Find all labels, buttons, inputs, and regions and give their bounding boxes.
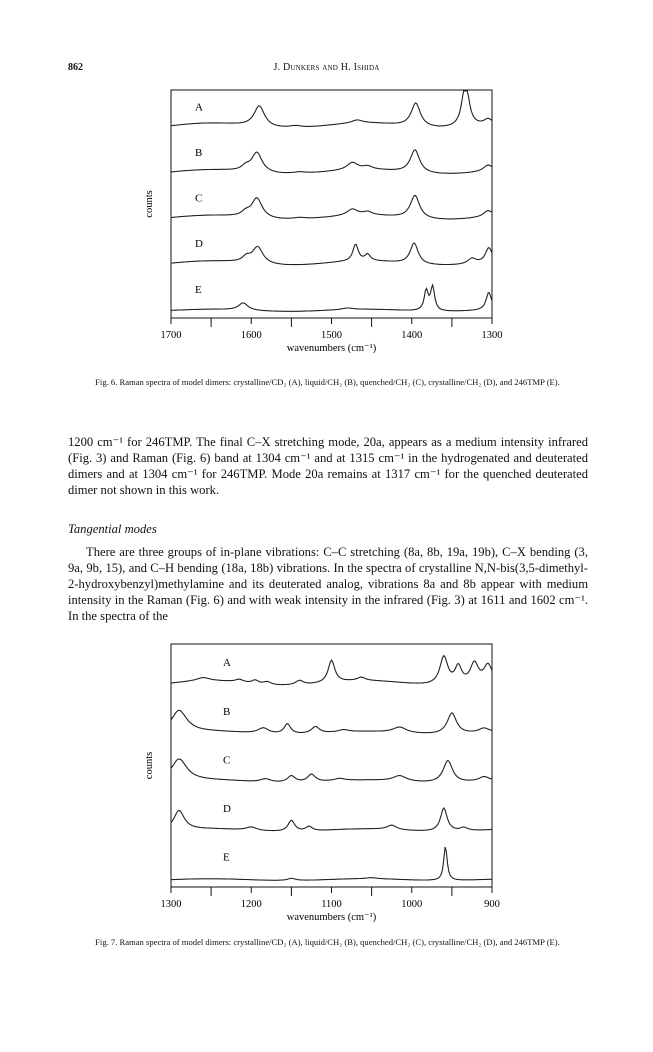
trace-label-C: C <box>223 754 231 767</box>
x-tick-label: 1400 <box>401 330 423 341</box>
trace-label-D: D <box>223 802 231 815</box>
spectrum-trace-E <box>171 847 492 880</box>
spectrum-trace-C <box>171 196 492 219</box>
trace-label-B: B <box>195 147 203 160</box>
x-tick-label: 1200 <box>240 899 262 910</box>
body-paragraph-2 <box>68 544 588 624</box>
x-axis-label: wavenumbers (cm⁻¹) <box>286 343 377 354</box>
x-tick-label: 1600 <box>240 330 262 341</box>
x-tick-label: 1700 <box>160 330 182 341</box>
running-title: J. Dunkers and H. Ishida <box>273 62 380 73</box>
x-tick-label: 900 <box>484 899 500 910</box>
figure-6-chart <box>0 0 653 360</box>
paragraph-1-text: 1200 cm⁻¹ for 246TMP. The final C–X stretching mode, 20a, appears as a medium intensity infrared (Fig. 3) and Raman (Fig. 6) band at 1304 cm⁻¹ and at 1315 cm⁻¹ in the hydrogenated and deuterated dimers and at 1304 cm⁻¹ for 246TMP. Mode 20a remains at 1317 cm⁻¹ for the quenched deuterated dimer not shown in this work. <box>68 435 588 497</box>
trace-label-B: B <box>223 705 231 718</box>
y-axis-label: counts <box>144 751 155 780</box>
trace-label-E: E <box>195 283 202 296</box>
trace-label-D: D <box>195 238 203 251</box>
spectrum-trace-B <box>171 150 492 173</box>
spectrum-trace-A <box>171 656 492 685</box>
x-tick-label: 1300 <box>481 330 503 341</box>
x-tick-label: 1300 <box>160 899 182 910</box>
spectrum-trace-C <box>171 759 492 781</box>
paragraph-2-text: There are three groups of in-plane vibrations: C–C stretching (8a, 8b, 19a, 19b), C–X bending (3, 9a, 9b, 15), and C–H bending (18a, 18b) vibrations. In the spectra of crystalline N,N-bis(3,5-dimethyl-2-hydroxybenzyl)methylamine and its deuterated analog, vibrations 8a and 8b appear with medium intensity in the Raman (Fig. 6) and with weak intensity in the infrared (Fig. 3) at 1611 and 1602 cm⁻¹. In the spectra of the <box>68 545 588 623</box>
spectrum-trace-E <box>171 285 492 311</box>
trace-label-C: C <box>195 192 203 205</box>
section-heading: Tangential modes <box>68 522 157 536</box>
trace-label-E: E <box>223 851 230 864</box>
x-tick-label: 1500 <box>321 330 342 341</box>
trace-label-A: A <box>223 657 231 670</box>
trace-label-A: A <box>195 101 203 114</box>
spectrum-trace-B <box>171 710 492 732</box>
x-tick-label: 1100 <box>321 899 342 910</box>
x-axis-label: wavenumbers (cm⁻¹) <box>286 912 377 923</box>
figure-6-caption: Fig. 6. Raman spectra of model dimers: crystalline/CD₂ (A), liquid/CH₂ (B), quenched/CH₂ (C), crystalline/CH₂ (D), and 246TMP (E). <box>95 377 560 387</box>
y-axis-label: counts <box>144 190 155 218</box>
figure-7-chart <box>0 630 653 930</box>
body-paragraph-1 <box>68 434 588 498</box>
figure-7-caption: Fig. 7. Raman spectra of model dimers: crystalline/CD₂ (A), liquid/CH₂ (B), quenched/CH₂ (C), crystalline/CH₂ (D), and 246TMP (E). <box>95 937 560 947</box>
spectrum-trace-D <box>171 243 492 265</box>
x-tick-label: 1000 <box>401 899 423 910</box>
spectrum-trace-A <box>171 91 492 126</box>
spectrum-trace-D <box>171 808 492 831</box>
page-number: 862 <box>68 62 83 73</box>
